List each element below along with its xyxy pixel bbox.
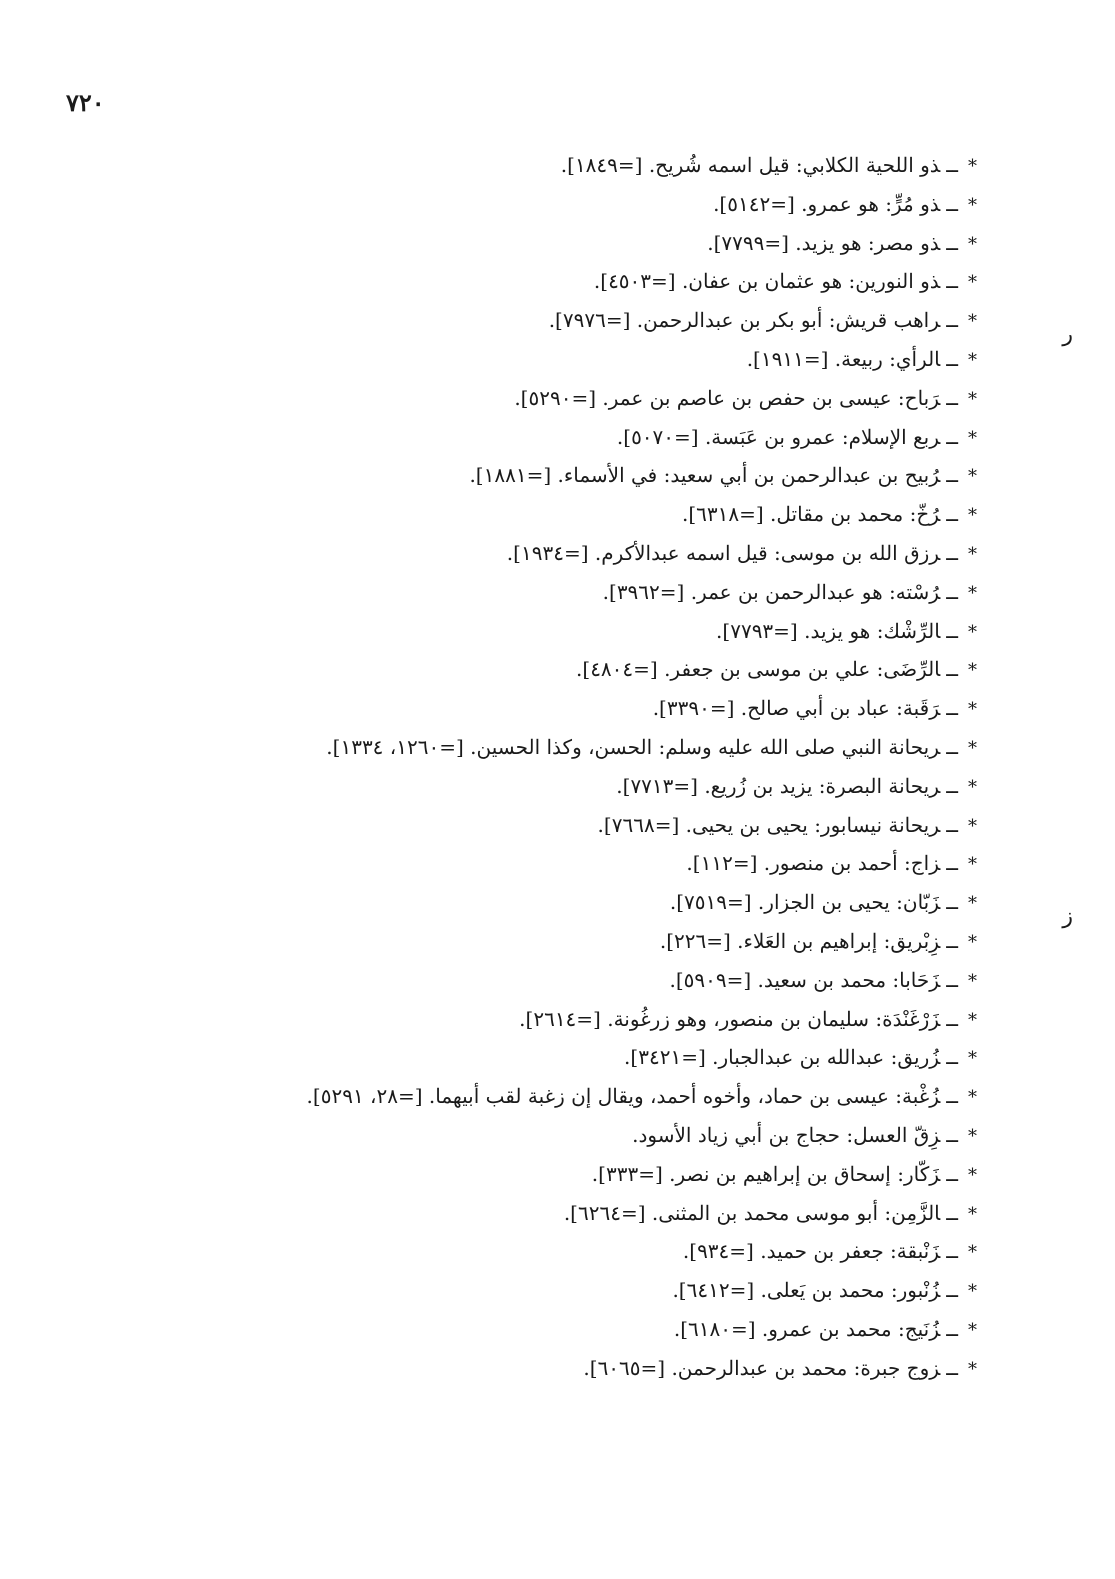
list-item [17,1310,977,1349]
bullet-star-icon: * [968,388,977,410]
list-item [17,185,977,224]
entry-dash: ــ [946,890,958,915]
list-item [17,379,977,418]
entry-dash: ــ [946,1006,958,1031]
bullet-star-icon: * [968,1358,977,1380]
entry-text: رُخّ: محمد بن مقاتل. [=٦٣١٨]. [681,502,941,527]
list-item [17,844,977,883]
entry-text: زوج جبرة: محمد بن عبدالرحمن. [=٦٠٦٥]. [583,1355,941,1380]
bullet-star-icon: * [968,1319,977,1341]
bullet-star-icon: * [968,233,977,255]
entry-text: ريحانة البصرة: يزيد بن زُريع. [=٧٧١٣]. [616,773,941,798]
entry-dash: ــ [946,269,958,294]
list-item [17,961,977,1000]
list-item [17,1038,977,1077]
entry-dash: ــ [946,153,958,177]
bullet-star-icon: * [968,893,977,915]
list-item [17,340,977,379]
bullet-star-icon: * [968,466,977,488]
entry-text: زُنَيج: محمد بن عمرو. [=٦١٨٠]. [673,1316,941,1341]
list-item [17,767,977,806]
entry-text: زُنْبور: محمد بن يَعلى. [=٦٤١٢]. [672,1278,941,1303]
bullet-star-icon: * [968,1009,977,1031]
bullet-star-icon: * [968,505,977,527]
bullet-star-icon: * [968,156,977,177]
entry-text: ذو مصر: هو يزيد. [=٧٧٩٩]. [707,230,941,255]
list-item [17,456,977,495]
entry-text: رُبيح بن عبدالرحمن بن أبي سعيد: في الأسماء. [=١٨٨١]. [469,463,941,488]
entry-text: زَحَابا: محمد بن سعيد. [=٥٩٠٩]. [669,967,941,992]
list-item [17,612,977,651]
entry-text: ريحانة النبي صلى الله عليه وسلم: الحسن، وكذا الحسين. [=١٢٦٠، ١٣٣٤]. [326,734,941,759]
entry-dash: ــ [946,696,958,721]
bullet-star-icon: * [968,1281,977,1303]
entry-dash: ــ [946,618,958,643]
entry-dash: ــ [946,230,958,255]
entry-dash: ــ [946,540,958,565]
entry-text: ذو النورين: هو عثمان بن عفان. [=٤٥٠٣]. [593,269,941,294]
list-item [17,922,977,961]
entry-text: زَبّان: يحيى بن الجزار. [=٧٥١٩]. [669,890,941,915]
bullet-star-icon: * [968,1048,977,1070]
bullet-star-icon: * [968,815,977,837]
list-item [17,1155,977,1194]
entry-text: ريحانة نيسابور: يحيى بن يحيى. [=٧٦٦٨]. [597,812,941,837]
list-item [17,301,977,340]
bullet-star-icon: * [968,699,977,721]
entry-text: زَنْبقة: جعفر بن حميد. [=٩٣٤]. [682,1239,941,1264]
entry-text: ذو مُرٍّ: هو عمرو. [=٥١٤٢]. [713,191,941,216]
entry-dash: ــ [946,346,958,371]
list-item [17,573,977,612]
bullet-star-icon: * [968,427,977,449]
entry-dash: ــ [946,1355,958,1380]
entry-dash: ــ [946,1161,958,1186]
entry-text: زَرْغَنْدَة: سليمان بن منصور، وهو زرغُونة. [=٢٦١٤]. [519,1006,941,1031]
list-item [17,1232,977,1271]
bullet-star-icon: * [968,194,977,216]
list-item [17,1077,977,1116]
letter-marker-zay: ز [1062,904,1073,929]
list-item [17,1116,977,1155]
entry-text: زُريق: عبدالله بن عبدالجبار. [=٣٤٢١]. [624,1045,941,1070]
entry-dash: ــ [946,191,958,216]
entry-text: الرِّشْك: هو يزيد. [=٧٧٩٣]. [716,618,941,643]
entry-dash: ــ [946,773,958,798]
bullet-star-icon: * [968,660,977,682]
list-item [17,224,977,263]
bullet-star-icon: * [968,737,977,759]
list-item [17,146,977,185]
list-item [17,495,977,534]
entry-text: ذو اللحية الكلابي: قيل اسمه شُريح. [=١٨٤٩]. [560,153,941,177]
bullet-star-icon: * [968,1164,977,1186]
entry-dash: ــ [946,579,958,604]
entry-dash: ــ [946,385,958,410]
list-item [17,689,977,728]
list-item [17,806,977,845]
bullet-star-icon: * [968,1242,977,1264]
bullet-star-icon: * [968,272,977,294]
entry-dash: ــ [946,502,958,527]
bullet-star-icon: * [968,1087,977,1109]
entry-text: زاج: أحمد بن منصور. [=١١٢]. [686,851,941,876]
bullet-star-icon: * [968,854,977,876]
entry-text: رزق الله بن موسى: قيل اسمه عبدالأكرم. [=١٩٣٤]. [506,540,941,565]
entry-dash: ــ [946,967,958,992]
bullet-star-icon: * [968,776,977,798]
letter-marker-ra: ر [1062,322,1073,347]
bullet-star-icon: * [968,970,977,992]
page-number: ٧٢٠ [66,88,105,117]
entry-text: الرأي: ربيعة. [=١٩١١]. [746,346,941,371]
bullet-star-icon: * [968,931,977,953]
bullet-star-icon: * [968,311,977,333]
entry-text: زَكّار: إسحاق بن إبراهيم بن نصر. [=٣٣٣]. [591,1161,941,1186]
entry-dash: ــ [946,1278,958,1303]
list-item [17,650,977,689]
entry-text: زِقّ العسل: حجاج بن أبي زياد الأسود. [632,1122,941,1147]
list-item [17,1271,977,1310]
list-item [17,418,977,457]
entry-text: الرِّضَى: علي بن موسى بن جعفر. [=٤٨٠٤]. [576,657,941,682]
entry-text: رَباح: عيسى بن حفص بن عاصم بن عمر. [=٥٢٩٠]. [514,385,941,410]
list-item [17,534,977,573]
bullet-star-icon: * [968,543,977,565]
entry-dash: ــ [946,424,958,449]
entry-text: راهب قريش: أبو بكر بن عبدالرحمن. [=٧٩٧٦]. [548,308,941,333]
entry-text: زُغْبة: عيسى بن حماد، وأخوه أحمد، ويقال إن زغبة لقب أبيهما. [=٢٨، ٥٢٩١]. [306,1084,941,1109]
bullet-star-icon: * [968,1203,977,1225]
list-item [17,1349,977,1388]
entry-dash: ــ [946,928,958,953]
entry-dash: ــ [946,1122,958,1147]
entry-list [17,146,977,1388]
entry-dash: ــ [946,1316,958,1341]
entry-dash: ــ [946,1045,958,1070]
entry-dash: ــ [946,1084,958,1109]
entry-dash: ــ [946,463,958,488]
entry-dash: ــ [946,308,958,333]
bullet-star-icon: * [968,582,977,604]
list-item [17,883,977,922]
list-item [17,1194,977,1233]
entry-text: رَقَبة: عباد بن أبي صالح. [=٣٣٩٠]. [652,696,941,721]
bullet-star-icon: * [968,1125,977,1147]
entry-text: ربع الإسلام: عمرو بن عَبَسة. [=٥٠٧٠]. [616,424,941,449]
entry-text: رُسْته: هو عبدالرحمن بن عمر. [=٣٩٦٢]. [602,579,941,604]
entry-dash: ــ [946,812,958,837]
list-item [17,262,977,301]
entry-text: الزَّمِن: أبو موسى محمد بن المثنى. [=٦٢٦٤]. [563,1200,941,1225]
entry-text: زِبْريق: إبراهيم بن العَلاء. [=٢٢٦]. [659,928,941,953]
entry-dash: ــ [946,851,958,876]
bullet-star-icon: * [968,621,977,643]
bullet-star-icon: * [968,349,977,371]
entry-dash: ــ [946,1200,958,1225]
list-item [17,1000,977,1039]
list-item [17,728,977,767]
entry-dash: ــ [946,657,958,682]
entry-dash: ــ [946,1239,958,1264]
entry-dash: ــ [946,734,958,759]
